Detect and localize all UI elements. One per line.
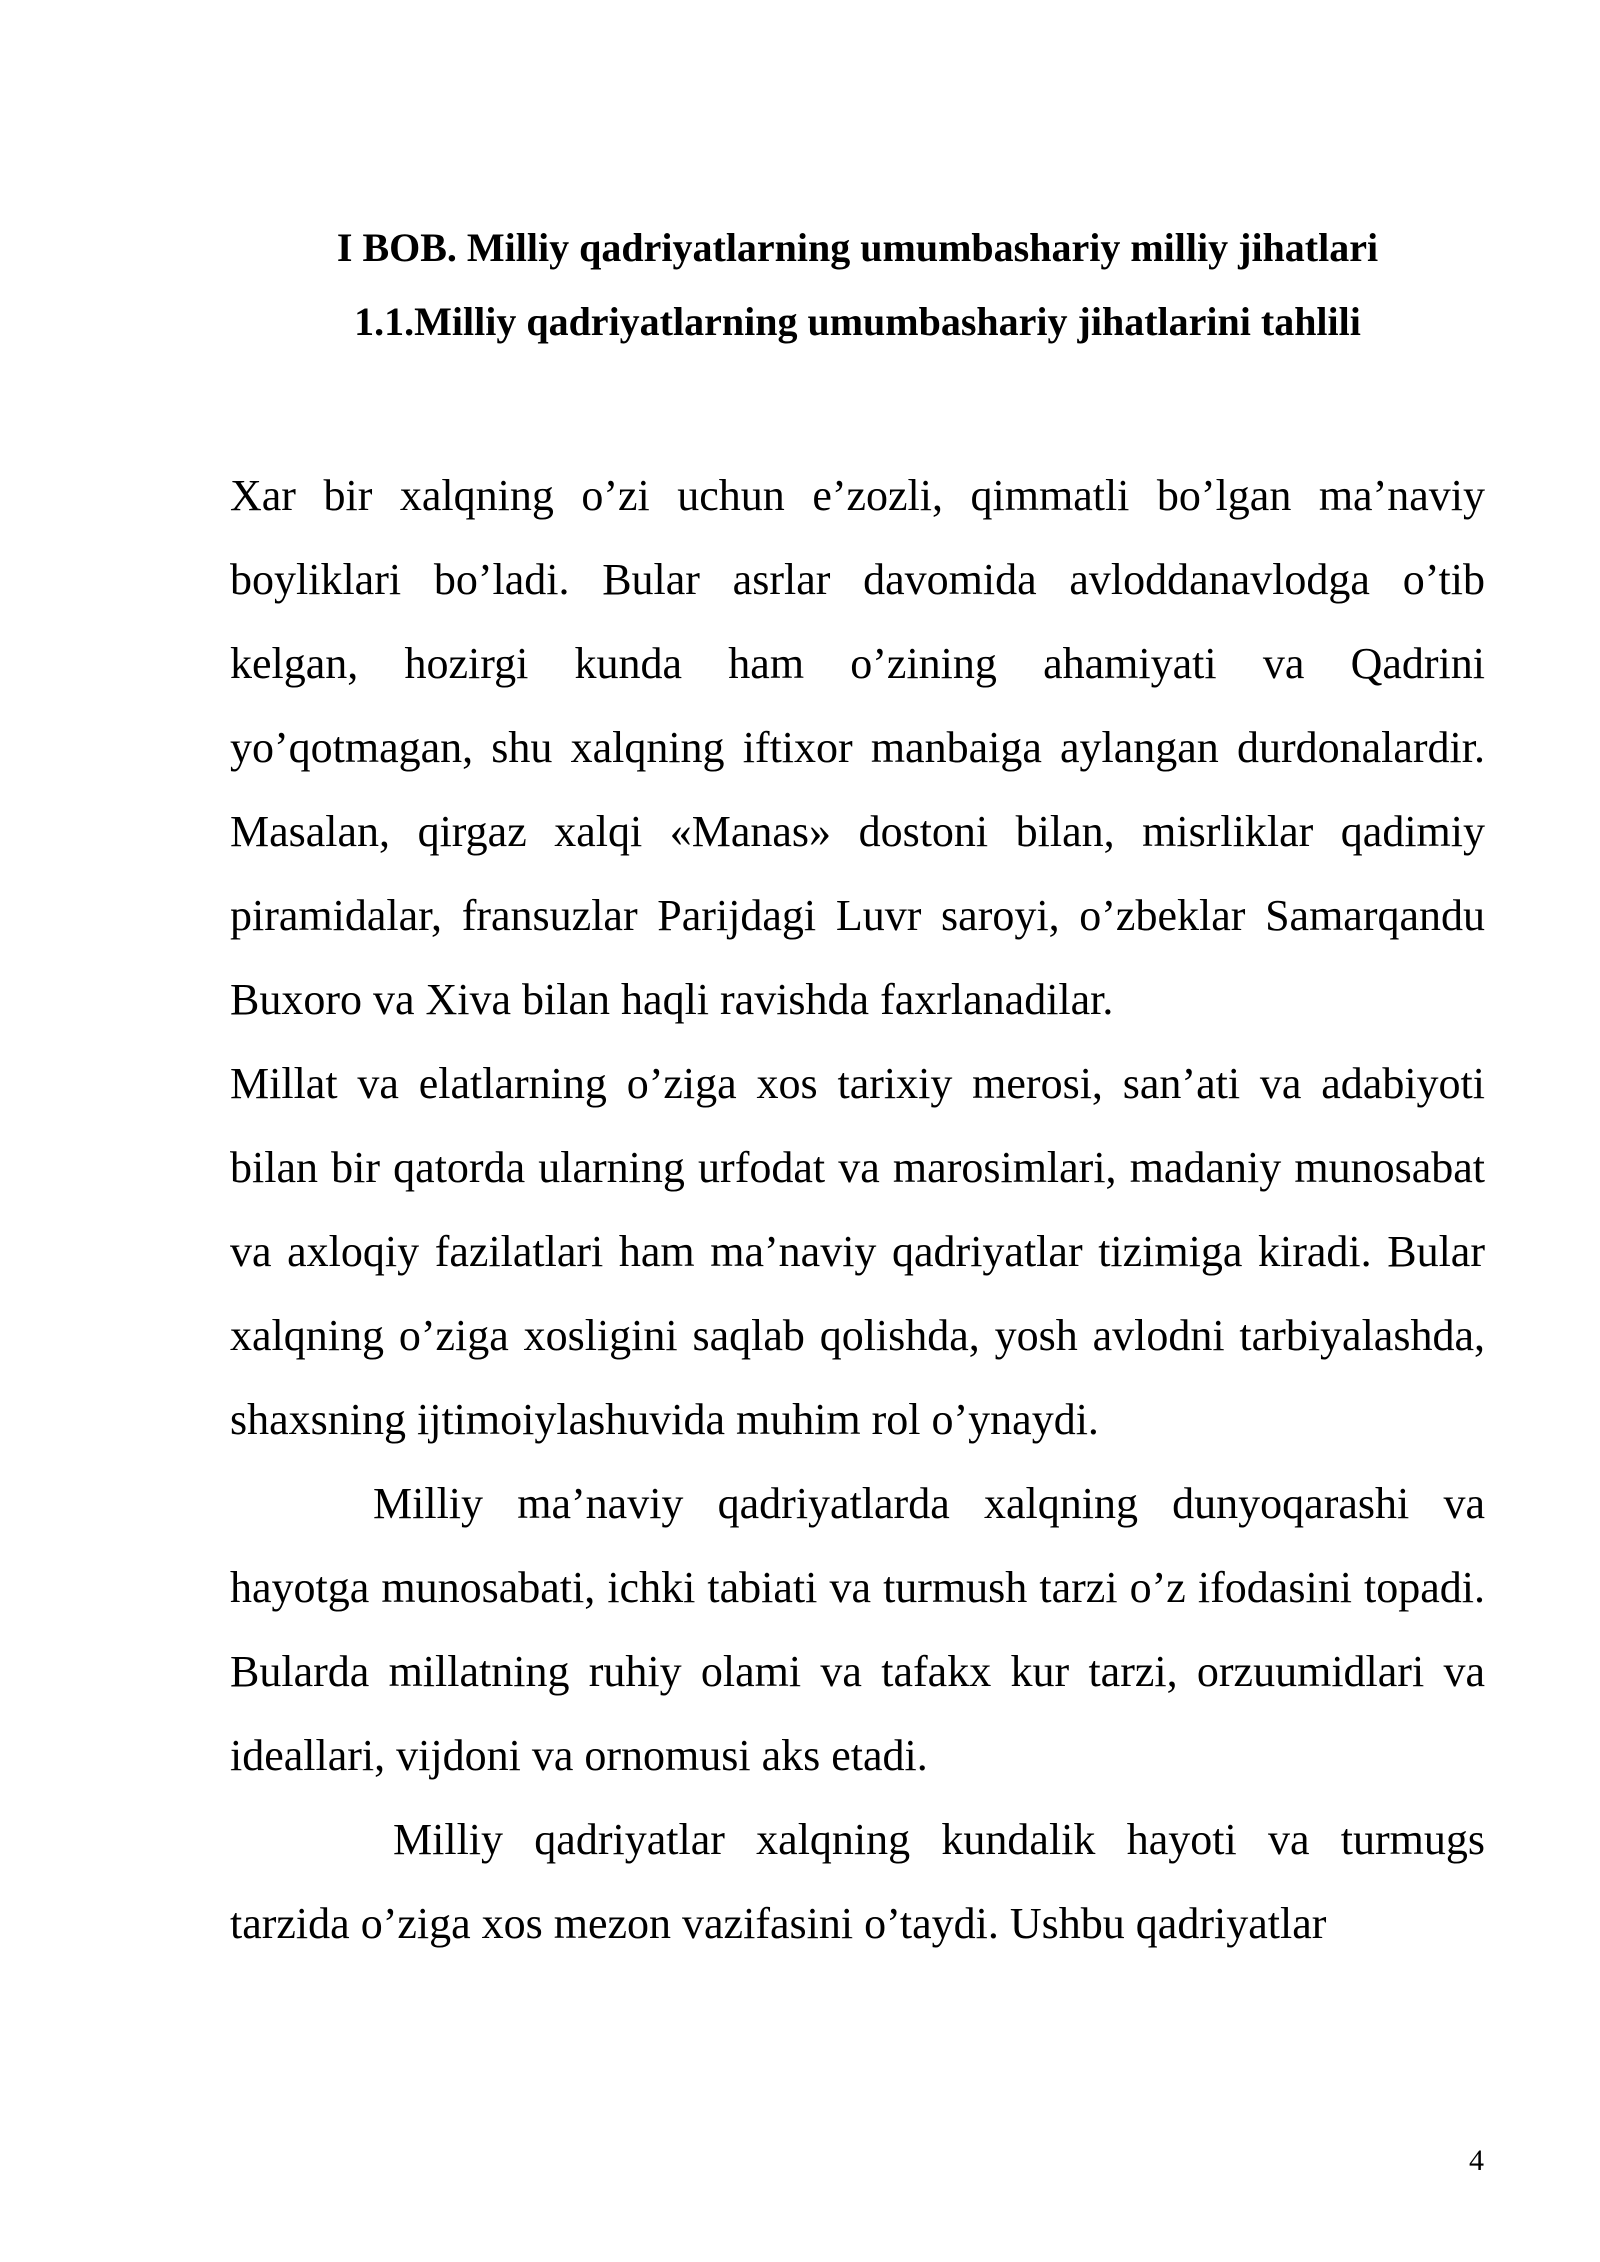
paragraph: Xar bir xalqning o’zi uchun e’zozli, qimmatli bo’lgan ma’naviy boyliklari bo’ladi. Bular asrlar davomida avloddanavlodga o’tib kelgan, hozirgi kunda ham o’zining ahamiyati va Qadrini yo’qotmagan, shu xalqning iftixor manbaiga aylangan durdonalardir. Masalan, qirgaz xalqi «Manas» dostoni bilan, misrliklar qadimiy piramidalar, fransuzlar Parijdagi Luvr saroyi, o’zbeklar Samarqandu Buxoro va Xiva bilan haqli ravishda faxrlanadilar. bbox=[230, 471, 1485, 1024]
chapter-heading: I BOB. Milliy qadriyatlarning umumbashariy milliy jihatlari bbox=[336, 225, 1379, 270]
paragraph: Milliy qadriyatlar xalqning kundalik hayoti va turmugs tarzida o’ziga xos mezon vazifasini o’taydi. Ushbu qadriyatlar bbox=[230, 1815, 1485, 1948]
section-heading: 1.1.Milliy qadriyatlarning umumbashariy jihatlarini tahlili bbox=[354, 299, 1361, 344]
paragraph: Milliy ma’naviy qadriyatlarda xalqning dunyoqarashi va hayotga munosabati, ichki tabiati va turmush tarzi o’z ifodasini topadi. Bularda millatning ruhiy olami va tafakx kur tarzi, orzuumidlari va ideallari, vijdoni va ornomusi aks etadi. bbox=[230, 1479, 1485, 1780]
paragraph: Millat va elatlarning o’ziga xos tarixiy merosi, san’ati va adabiyoti bilan bir qatorda ularning urfodat va marosimlari, madaniy munosabat va axloqiy fazilatlari ham ma’naviy qadriyatlar tizimiga kiradi. Bular xalqning o’ziga xosligini saqlab qolishda, yosh avlodni tarbiyalashda, shaxsning ijtimoiylashuvida muhim rol o’ynaydi. bbox=[230, 1059, 1485, 1444]
page-number: 4 bbox=[1469, 2144, 1484, 2177]
body-text bbox=[230, 454, 1485, 1966]
